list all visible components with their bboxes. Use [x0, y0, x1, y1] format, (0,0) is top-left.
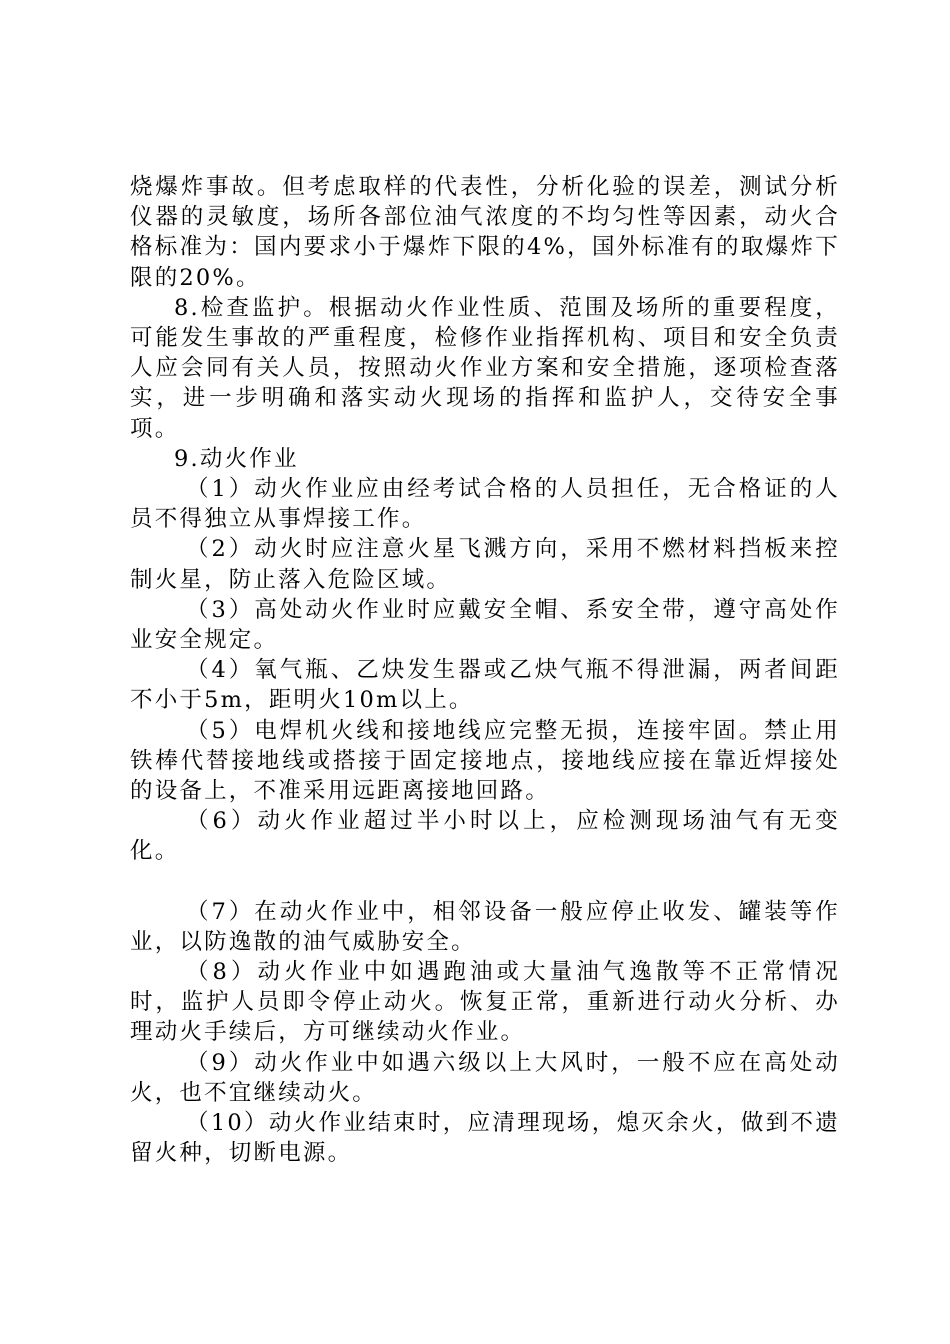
list-item-1: （1）动火作业应由经考试合格的人员担任，无合格证的人员不得独立从事焊接工作。	[130, 476, 840, 533]
paragraph-item-8: 8.检查监护。根据动火作业性质、范围及场所的重要程度，可能发生事故的严重程度，检修作业指挥机构、项目和安全负责人应会同有关人员，按照动火作业方案和安全措施，逐项检查落实，进一步明确和落实动火现场的指挥和监护人，交待安全事项。	[130, 294, 840, 442]
list-item-2: （2）动火时应注意火星飞溅方向，采用不燃材料挡板来控制火星，防止落入危险区域。	[130, 536, 840, 593]
section-heading-9: 9.动火作业	[174, 445, 299, 472]
list-item-7: （7）在动火作业中，相邻设备一般应停止收发、罐装等作业，以防逸散的油气威胁安全。	[130, 898, 840, 955]
list-item-6: （6）动火作业超过半小时以上，应检测现场油气有无变化。	[130, 808, 840, 865]
list-item-8: （8）动火作业中如遇跑油或大量油气逸散等不正常情况时，监护人员即令停止动火。恢复正常，重新进行动火分析、办理动火手续后，方可继续动火作业。	[130, 959, 840, 1046]
list-item-10: （10）动火作业结束时，应清理现场，熄灭余火，做到不遗留火种，切断电源。	[130, 1110, 840, 1167]
list-item-3: （3）高处动火作业时应戴安全帽、系安全带，遵守高处作业安全规定。	[130, 596, 840, 654]
paragraph-continuation: 烧爆炸事故。但考虑取样的代表性，分析化验的误差，测试分析仪器的灵敏度，场所各部位油气浓度的不均匀性等因素，动火合格标准为：国内要求小于爆炸下限的4%，国外标准有的取爆炸下限的20%。	[130, 174, 840, 291]
document-body	[130, 172, 840, 1169]
list-item-9: （9）动火作业中如遇六级以上大风时，一般不应在高处动火，也不宜继续动火。	[130, 1049, 840, 1106]
list-item-5: （5）电焊机火线和接地线应完整无损，连接牢固。禁止用铁棒代替接地线或搭接于固定接地点，接地线应接在靠近焊接处的设备上，不准采用远距离接地回路。	[130, 717, 840, 805]
list-item-4: （4）氧气瓶、乙炔发生器或乙炔气瓶不得泄漏，两者间距不小于5m，距明火10m以上。	[130, 657, 840, 714]
